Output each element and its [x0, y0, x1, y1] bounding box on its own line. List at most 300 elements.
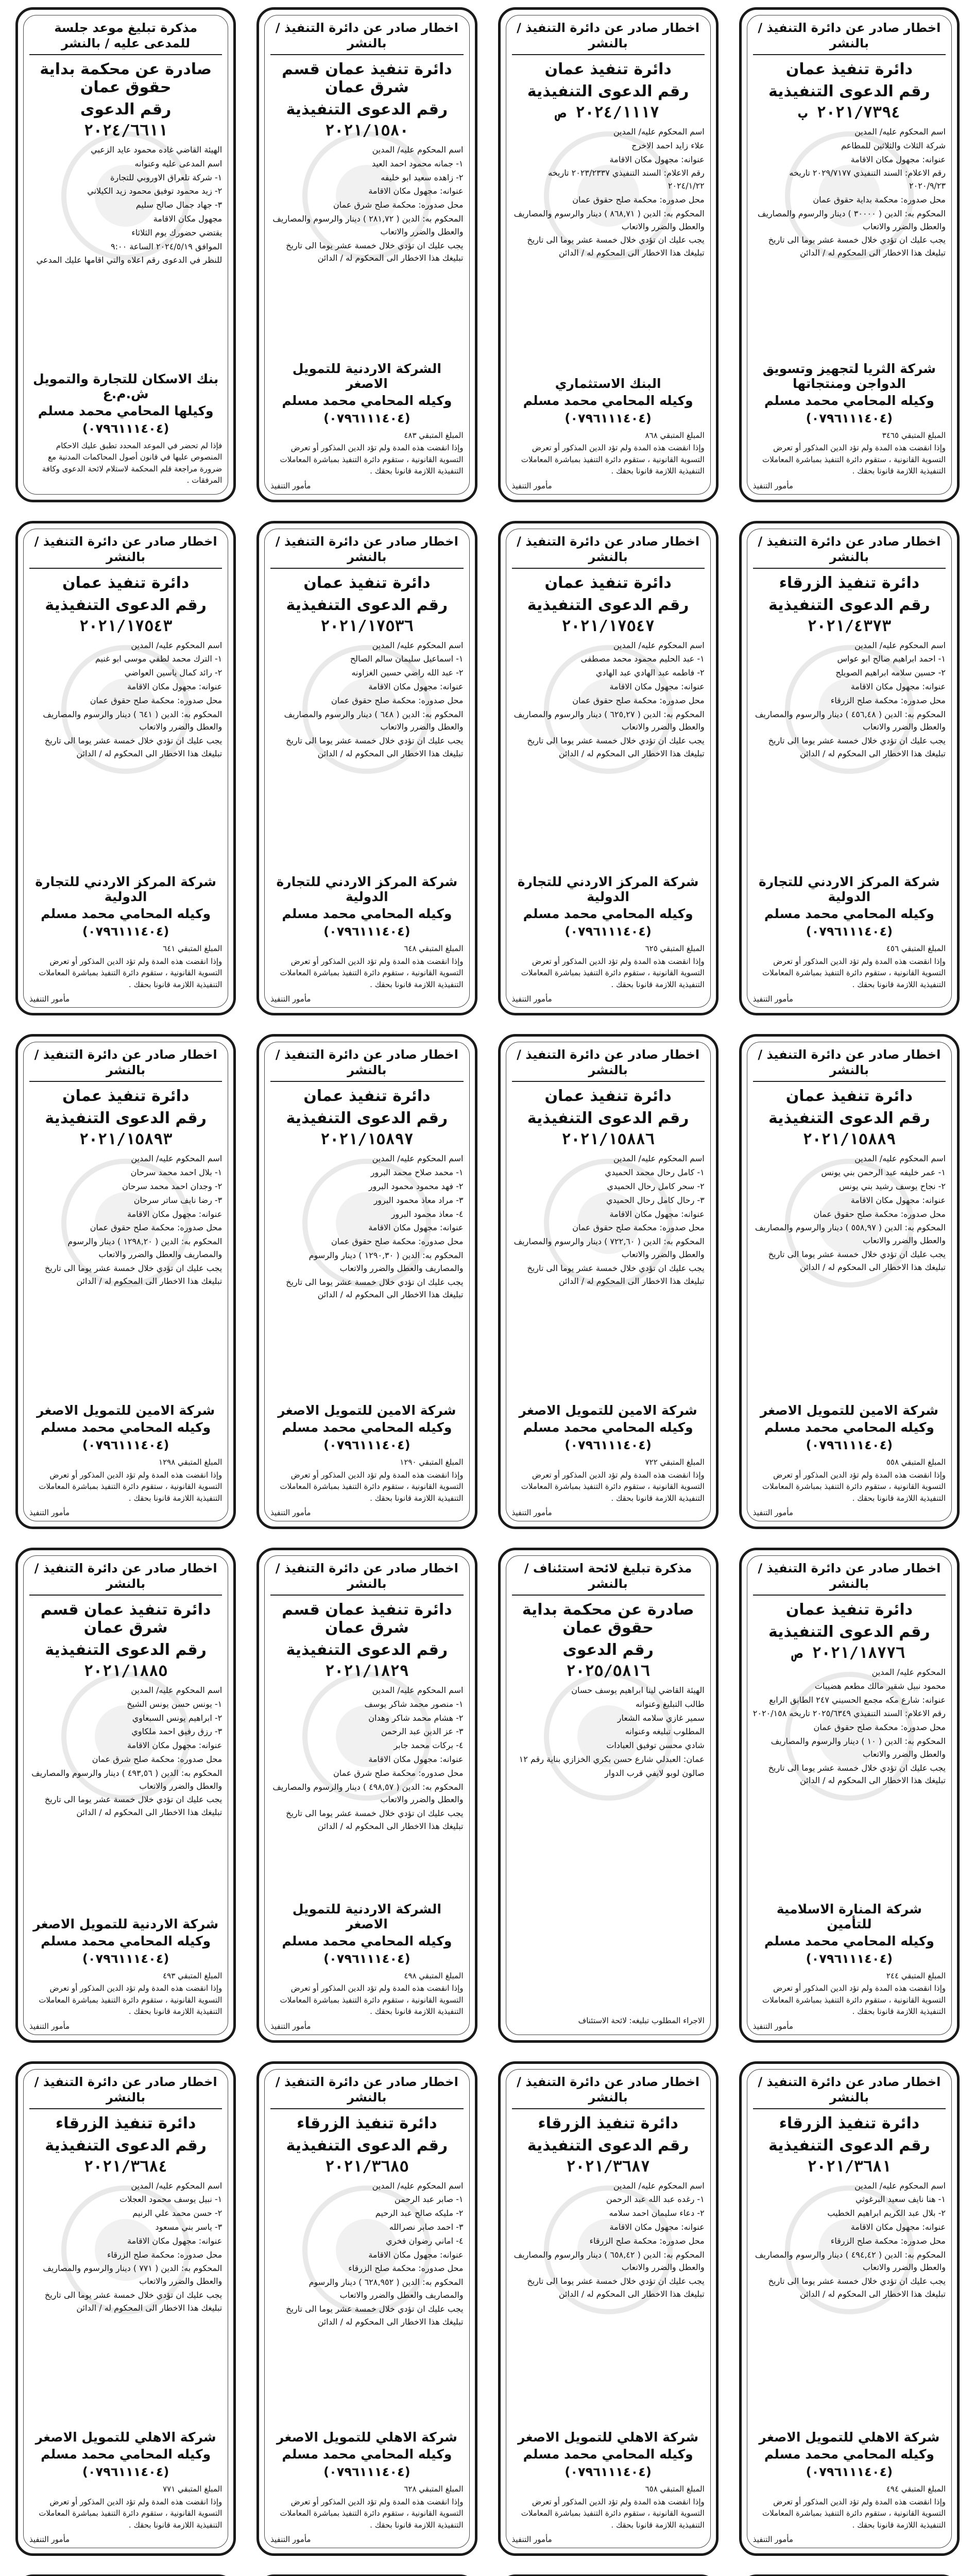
case-number-label: رقم الدعوى التنفيذية [768, 2136, 930, 2155]
case-number: ٢٠٢١/١٧٥٤٧ [561, 617, 655, 635]
lawyer-phone: (٠٧٩٦١١١٤٠٤) [806, 2465, 893, 2480]
body-line: اسم المحكوم عليه/ المدين [131, 1685, 223, 1695]
body-line: ١- اسماعيل سليمان سالم الصالح [350, 654, 464, 664]
creditor-company: شركة الثريا لتجهيز وتسويق الدواجن ومنتجاتها [762, 361, 936, 391]
body-line: اسم المحكوم عليه/ المدين [372, 1685, 464, 1695]
body-line: محل صدوره: محكمة صلح حقوق عمان [331, 695, 464, 705]
department-name: دائرة تنفيذ عمان [544, 60, 672, 78]
body-line: اسم المدعى عليه وعنوانه [134, 158, 223, 168]
footer-line: المبلغ المتبقي ٦٥٨ [645, 2484, 705, 2494]
body-line: يجب عليك ان تؤدي خلال خمسة عشر يوما الى تاريخ تبليغك هذا الاخطار الى المحكوم له / الدائن [286, 240, 464, 263]
body-line: اسم المحكوم عليه/ المدين [372, 2180, 464, 2191]
footer-line: وإذا انقضت هذه المدة ولم تؤد الدين المذكور أو تعرض التسوية القانونية ، ستقوم دائرة التنفيذ بمباشرة المعاملات التنفيذية اللازمة قانونا بحقك . [280, 2497, 464, 2530]
case-number-label: رقم الدعوى التنفيذية [527, 2136, 689, 2155]
lawyer-name: وكيله المحامي محمد مسلم [764, 1420, 934, 1435]
footer-line: المبلغ المتبقي ٦٤١ [163, 944, 223, 954]
body-line: ١- محمد صلاح محمد البرور [370, 1167, 464, 1178]
department-name: دائرة تنفيذ عمان [62, 1087, 190, 1106]
notice-body [512, 1684, 705, 2002]
case-number: ٢٠٢١/١٥٨٨٦ [561, 1130, 655, 1149]
notice-body [512, 126, 705, 372]
notice-header: اخطار صادر عن دائرة التنفيذ / بالنشر [512, 534, 705, 569]
body-line: عنوانه: مجهول مكان الاقامة [368, 186, 464, 196]
enforcement-officer-label: مأمور التنفيذ [270, 1508, 311, 1517]
notice-header: اخطار صادر عن دائرة التنفيذ / بالنشر [270, 534, 463, 569]
creditor-company: الشركة الاردنية للتمويل الاصغر [292, 361, 441, 391]
lawyer-name: وكيله المحامي محمد مسلم [282, 2447, 452, 2462]
body-line: اسم المحكوم عليه/ المدين [854, 640, 946, 650]
lawyer-phone: (٠٧٩٦١١١٤٠٤) [82, 421, 169, 436]
creditor-company: البنك الاستثماري [555, 376, 661, 391]
lawyer-name: وكيله المحامي محمد مسلم [41, 2447, 211, 2462]
body-line: اسم المحكوم عليه/ المدين [372, 640, 464, 650]
notice-footer [512, 1456, 705, 1505]
case-number-label: رقم الدعوى التنفيذية [768, 1109, 930, 1128]
case-number: ٢٠٢١/١٨٢٩ [325, 1662, 409, 1680]
case-number: ٢٠٢١/١٨٨٥ [83, 1662, 168, 1680]
body-line: محل صدوره: محكمة صلح حقوق عمان [572, 695, 705, 705]
legal-notice [15, 521, 236, 1016]
legal-notice [498, 7, 719, 502]
body-line: يجب عليك ان تؤدي خلال خمسة عشر يوما الى تاريخ تبليغك هذا الاخطار الى المحكوم له / الدائن [527, 1263, 705, 1286]
footer-line: وإذا انقضت هذه المدة ولم تؤد الدين المذكور أو تعرض التسوية القانونية ، ستقوم دائرة التنفيذ بمباشرة المعاملات التنفيذية اللازمة قانونا بحقك . [762, 1470, 946, 1503]
case-number-label: رقم الدعوى التنفيذية [286, 100, 448, 118]
department-name: دائرة تنفيذ عمان [544, 1087, 672, 1106]
department-name: دائرة تنفيذ الزرقاء [779, 2114, 920, 2132]
body-line: عنوانه: مجهول مكان الاقامة [850, 1195, 946, 1205]
footer-line: وإذا انقضت هذه المدة ولم تؤد الدين المذكور أو تعرض التسوية القانونية ، ستقوم دائرة التنفيذ بمباشرة المعاملات التنفيذية اللازمة قانونا بحقك . [762, 443, 946, 476]
footer-line: المبلغ المتبقي ٣٤٦٥ [882, 430, 946, 440]
body-line: ٤- بركات محمد جابر [394, 1740, 464, 1751]
body-line: ٣- مراد معاذ محمود البرور [373, 1195, 464, 1205]
body-line: المحكوم به: الدين ( ٥٥٨,٩٧ ) دينار والرسوم والمصاريف والعطل والضرر والاتعاب [755, 1223, 946, 1246]
body-line: اسم المحكوم عليه/ المدين [613, 1154, 705, 1164]
creditor-company: شركة المنارة الاسلامية للتأمين [776, 1901, 922, 1931]
lawyer-phone: (٠٧٩٦١١١٤٠٤) [82, 1951, 169, 1966]
creditor-company: شركة المركز الاردني للتجارة الدولية [35, 874, 216, 905]
lawyer-name: وكيله المحامي محمد مسلم [764, 1933, 934, 1948]
body-line: المحكوم به: الدين ( ٢٨١,٧٢ ) دينار والرسوم والمصاريف والعطل والضرر والاتعاب [272, 213, 464, 236]
creditor-company: الشركة الاردنية للتمويل الاصغر [292, 1901, 441, 1931]
body-line: المحكوم به: الدين ( ١٢٩٠,٣٠ ) دينار والرسوم والمصاريف والعطل والضرر والاتعاب [309, 1250, 464, 1273]
notice-footer [270, 430, 463, 478]
lawyer-name: وكيله المحامي محمد مسلم [282, 1933, 452, 1948]
creditor-company: شركة الاردنية للتمويل الاصغر [33, 1916, 219, 1931]
enforcement-officer-label: مأمور التنفيذ [29, 1508, 70, 1517]
body-line: ٢- فاطمه عبد الهادي عبد الهادي [595, 668, 705, 678]
case-number: ٢٠٢١/٤٣٧٣ [807, 617, 892, 635]
body-line: محل صدوره: محكمة صلح الزرقاء [830, 695, 946, 705]
footer-line: المبلغ المتبقي ١٢٩٠ [400, 1458, 464, 1467]
footer-line: المبلغ المتبقي ٨٦٨ [645, 430, 705, 440]
legal-notice [256, 1034, 477, 1529]
notice-footer [29, 1456, 222, 1505]
footer-line: المبلغ المتبقي ٧٧١ [163, 2484, 223, 2494]
enforcement-officer-label: مأمور التنفيذ [752, 994, 793, 1004]
body-line: ١- الترك محمد لطفي موسى ابو غنيم [95, 654, 223, 664]
case-number: ٢٠٢١/٣٦٨٧ [566, 2157, 650, 2176]
body-line: محل صدوره: محكمة صلح حقوق عمان [90, 695, 223, 705]
notice-header: اخطار صادر عن دائرة التنفيذ / بالنشر [270, 1047, 463, 1082]
body-line: محل صدوره: محكمة صلح حقوق عمان [572, 1223, 705, 1233]
body-line: محمود نبيل شقير مالك مطعم هضيبات [814, 1681, 946, 1691]
lawyer-name: وكيله المحامي محمد مسلم [523, 1420, 693, 1435]
body-line: عنوانه: مجهول مكان الاقامة [609, 1209, 705, 1219]
legal-notice [739, 7, 960, 502]
legal-notice [15, 1548, 236, 2043]
body-line: ١- رغده عبد الله عبد الرحمن [606, 2194, 705, 2205]
department-name: صادرة عن محكمة بداية حقوق عمان [522, 1601, 694, 1637]
notice-body [753, 1666, 946, 1897]
lawyer-phone: (٠٧٩٦١١١٤٠٤) [82, 2465, 169, 2480]
body-line: الهيئة القاضي غاده محمود عايد الزعبي [91, 145, 223, 155]
body-line: يجب عليك ان تؤدي خلال خمسة عشر يوما الى تاريخ تبليغك هذا الاخطار الى المحكوم له / الدائن [527, 736, 705, 759]
lawyer-phone: (٠٧٩٦١١١٤٠٤) [565, 411, 652, 426]
notice-body [270, 1684, 463, 1897]
body-line: ٣- رحال كامل رحال الحميدي [606, 1195, 705, 1205]
body-line: محل صدوره: محكمة صلح شرق عمان [333, 1768, 464, 1778]
department-name: دائرة تنفيذ عمان قسم شرق عمان [40, 1601, 211, 1637]
body-line: يجب عليك ان تؤدي خلال خمسة عشر يوما الى تاريخ تبليغك هذا الاخطار الى المحكوم له / الدائن [44, 736, 223, 759]
notice-header: اخطار صادر عن دائرة التنفيذ / بالنشر [753, 20, 946, 55]
body-line: ١- نبيل يوسف محمود العجلات [119, 2194, 223, 2205]
body-line: اسم المحكوم عليه/ المدين [854, 127, 946, 137]
enforcement-officer-label: مأمور التنفيذ [752, 2021, 793, 2031]
body-line: عنوانه: مجهول مكان الاقامة [368, 682, 464, 692]
body-line: ٣- عز الدين عبد الرحمن [381, 1726, 464, 1737]
lawyer-phone: (٠٧٩٦١١١٤٠٤) [806, 1438, 893, 1452]
body-line: علاء زايد احمد الاخرج [631, 140, 705, 150]
notice-header: اخطار صادر عن دائرة التنفيذ / بالنشر [29, 2074, 222, 2109]
footer-line: المبلغ المتبقي ٤٥٦ [886, 944, 946, 954]
notice-body [29, 144, 222, 367]
body-line: محل صدوره: محكمة صلح الزرقاء [830, 2235, 946, 2246]
notice-body [270, 639, 463, 871]
footer-line: المبلغ المتبقي ٦٤٨ [404, 944, 464, 954]
case-number: ٢٠٢١/١٥٨٨٩ [802, 1130, 896, 1149]
body-line: عنوانه: مجهول مكان الاقامة [609, 2222, 705, 2232]
body-line: ٤- اماني رضوان فخري [386, 2235, 464, 2246]
department-name: دائرة تنفيذ الزرقاء [55, 2114, 196, 2132]
lawyer-phone: (٠٧٩٦١١١٤٠٤) [82, 924, 169, 939]
body-line: اسم المحكوم عليه/ المدين [131, 1154, 223, 1164]
case-number-label: رقم الدعوى التنفيذية [286, 596, 448, 614]
case-number: ٢٠٢١/١٧٥٤٣ [79, 617, 173, 635]
notice-body [29, 1153, 222, 1399]
department-name: دائرة تنفيذ عمان [785, 1087, 913, 1106]
department-name: دائرة تنفيذ عمان [62, 573, 190, 592]
notice-body [753, 126, 946, 357]
body-line: المحكوم به: الدين ( ٤٩٨,٥٧ ) دينار والرسوم والمصاريف والعطل والضرر والاتعاب [272, 1782, 464, 1805]
body-line: ١- جمانه محمود احمد العيد [371, 158, 464, 168]
notice-footer [512, 943, 705, 991]
body-line: محل صدوره: محكمة صلح شرق عمان [92, 1754, 223, 1764]
enforcement-officer-label: مأمور التنفيذ [752, 481, 793, 490]
body-line: ٢- رائد كمال ياسين العواضي [124, 668, 223, 678]
case-number: ٢٠٢١/١٨٧٧٦ ص [793, 1644, 905, 1662]
footer-line: وإذا انقضت هذه المدة ولم تؤد الدين المذكور أو تعرض التسوية القانونية ، ستقوم دائرة التنفيذ بمباشرة المعاملات التنفيذية اللازمة قانونا بحقك . [762, 1984, 946, 2016]
enforcement-officer-label: مأمور التنفيذ [511, 994, 552, 1004]
creditor-company: شركة المركز الاردني للتجارة الدولية [759, 874, 940, 905]
case-number: ٢٠٢١/١٥٨٩٣ [79, 1130, 173, 1149]
body-line: يجب عليك ان تؤدي خلال خمسة عشر يوما الى تاريخ تبليغك هذا الاخطار الى المحكوم له / الدائن [286, 1277, 464, 1300]
case-number-label: رقم الدعوى [562, 1641, 654, 1659]
enforcement-officer-label: مأمور التنفيذ [511, 481, 552, 490]
footer-line: وإذا انقضت هذه المدة ولم تؤد الدين المذكور أو تعرض التسوية القانونية ، ستقوم دائرة التنفيذ بمباشرة المعاملات التنفيذية اللازمة قانونا بحقك . [521, 443, 705, 476]
case-number: ٢٠٢١/١٥٨٠ [325, 122, 409, 140]
footer-line: وإذا انقضت هذه المدة ولم تؤد الدين المذكور أو تعرض التسوية القانونية ، ستقوم دائرة التنفيذ بمباشرة المعاملات التنفيذية اللازمة قانونا بحقك . [39, 1470, 223, 1503]
notice-footer [29, 943, 222, 991]
case-number-label: رقم الدعوى التنفيذية [286, 1109, 448, 1128]
notice-body [512, 1153, 705, 1399]
footer-line: المبلغ المتبقي ٧٢٢ [645, 1458, 705, 1467]
legal-notice [15, 2061, 236, 2556]
body-line: يجب عليك ان تؤدي خلال خمسة عشر يوما الى تاريخ تبليغك هذا الاخطار الى المحكوم له / الدائن [527, 2276, 705, 2299]
body-line: عنوانه: مجهول مكان الاقامة [850, 154, 946, 164]
body-line: اسم المحكوم عليه/ المدين [854, 2180, 946, 2191]
body-line: ١- احمد ابراهيم صالح ابو عواس [837, 654, 946, 664]
body-line: المحكوم به: الدين ( ٤٩٣,٥٦ ) دينار والرسوم والمصاريف والعطل والضرر والاتعاب [31, 1768, 223, 1791]
notice-footer [753, 1456, 946, 1505]
department-name: دائرة تنفيذ الزرقاء [538, 2114, 678, 2132]
body-line: ١- شركة تلعراق الاوروبي للتجارة [110, 172, 223, 182]
legal-notice [256, 2061, 477, 2556]
notice-header: مذكرة تبليغ لائحة استئناف / بالنشر [512, 1561, 705, 1596]
footer-line: الاجراء المطلوب تبليغه: لائحة الاستئناف [578, 2016, 705, 2026]
body-line: المحكوم به: الدين ( ٣٠٠٠٠ ) دينار والرسوم والمصاريف والعطل والضرر والاتعاب [757, 208, 946, 231]
notice-header: اخطار صادر عن دائرة التنفيذ / بالنشر [512, 20, 705, 55]
body-line: المحكوم به: الدين ( ٦٥٨,٤٢ ) دينار والرسوم والمصاريف والعطل والضرر والاتعاب [514, 2249, 705, 2273]
body-line: المحكوم به: الدين ( ٦٤٨ ) دينار والرسوم والمصاريف والعطل والضرر والاتعاب [284, 709, 464, 732]
department-name: دائرة تنفيذ عمان [303, 573, 431, 592]
enforcement-officer-label: مأمور التنفيذ [270, 2535, 311, 2545]
creditor-company: شركة الامين للتمويل الاصغر [519, 1403, 697, 1418]
body-line: المحكوم به: الدين ( ٧٧١ ) دينار والرسوم والمصاريف والعطل والضرر والاتعاب [43, 2263, 223, 2286]
body-line: ٢- مليكه صالح عبد الرحيم [375, 2208, 464, 2218]
notice-header: اخطار صادر عن دائرة التنفيذ / بالنشر [512, 2074, 705, 2109]
notice-header: مذكرة تبليغ موعد جلسة للمدعى عليه / بالنشر [29, 20, 222, 55]
body-line: ٢- نجاح يوسف رشيد بني يونس [839, 1181, 946, 1191]
body-line: الموافق ٢٠٢٤/٥/١٩ الساعة ٩:٠٠ [111, 241, 223, 251]
notice-body [512, 639, 705, 871]
department-name: صادرة عن محكمة بداية حقوق عمان [40, 60, 212, 96]
lawyer-name: وكيله المحامي محمد مسلم [764, 906, 934, 922]
footer-line: وإذا انقضت هذه المدة ولم تؤد الدين المذكور أو تعرض التسوية القانونية ، ستقوم دائرة التنفيذ بمباشرة المعاملات التنفيذية اللازمة قانونا بحقك . [39, 2497, 223, 2530]
body-line: ٢- وجدان احمد محمد سرحان [122, 1181, 223, 1191]
footer-line: المبلغ المتبقي ١٢٩٨ [159, 1458, 223, 1467]
body-line: ١- هنا نايف سعيد البرغوثي [856, 2194, 946, 2205]
lawyer-phone: (٠٧٩٦١١١٤٠٤) [323, 411, 410, 426]
notice-header: اخطار صادر عن دائرة التنفيذ / بالنشر [29, 1047, 222, 1082]
body-line: محل صدوره: محكمة صلح الزرقاء [348, 2263, 464, 2274]
case-number-label: رقم الدعوى التنفيذية [286, 1641, 448, 1659]
legal-notice [739, 521, 960, 1016]
body-line: يجب عليك ان تؤدي خلال خمسة عشر يوما الى تاريخ تبليغك هذا الاخطار الى المحكوم له / الدائن [768, 1249, 946, 1272]
lawyer-name: وكيله المحامي محمد مسلم [41, 1933, 211, 1948]
body-line: يجب عليك ان تؤدي خلال خمسة عشر يوما الى تاريخ تبليغك هذا الاخطار الى المحكوم له / الدائن [286, 736, 464, 759]
body-line: محل صدوره: محكمة بداية حقوق عمان [813, 194, 946, 205]
body-line: ١- عبد الحليم محمود محمد مصطفى [580, 654, 705, 664]
notice-body [29, 639, 222, 871]
body-line: سمير غازي سلامه الشعار [617, 1713, 705, 1723]
lawyer-name: وكيله المحامي محمد مسلم [764, 393, 934, 408]
body-line: ١- عمر خليفه عبد الرحمن بني يونس [821, 1167, 946, 1178]
case-number-label: رقم الدعوى التنفيذية [527, 596, 689, 614]
body-line: محل صدوره: محكمة صلح الزرقاء [589, 2235, 705, 2246]
case-number: ٢٠٢١/٣٦٨٥ [325, 2157, 409, 2176]
notice-footer [512, 430, 705, 478]
enforcement-officer-label: مأمور التنفيذ [511, 2535, 552, 2545]
body-line: ٢- عبد الله راضي حسين الغزاونه [351, 668, 464, 678]
footer-line: المبلغ المتبقي ٤٩٤ [886, 2484, 946, 2494]
creditor-company: شركة الاهلي للتمويل الاصغر [518, 2430, 699, 2445]
body-line: طالب التبليغ وعنوانه [635, 1699, 705, 1709]
footer-line: المبلغ المتبقي ٤٨٣ [404, 430, 464, 440]
body-line: المحكوم به: الدين ( ١٢٩٨,٢٠ ) دينار والرسوم والمصاريف والعطل والضرر والاتعاب [67, 1236, 223, 1259]
lawyer-name: وكيله المحامي محمد مسلم [523, 393, 693, 408]
enforcement-officer-label: مأمور التنفيذ [270, 994, 311, 1004]
creditor-company: شركة الاهلي للتمويل الاصغر [276, 2430, 457, 2445]
legal-notice [739, 1548, 960, 2043]
footer-line: المبلغ المتبقي ٤٩٨ [404, 1971, 464, 1980]
notice-footer [270, 943, 463, 991]
creditor-company: بنك الاسكان للتجارة والتمويل ش.م.ع [33, 371, 219, 401]
body-line: ٢- حسن محمد علي الرنيم [132, 2208, 223, 2218]
lawyer-phone: (٠٧٩٦١١١٤٠٤) [565, 1438, 652, 1452]
case-number-label: رقم الدعوى التنفيذية [768, 596, 930, 614]
notice-footer [29, 440, 222, 487]
enforcement-officer-label: مأمور التنفيذ [511, 1508, 552, 1517]
body-line: صالون لوبو لايفي قرب الدوار [605, 1768, 705, 1778]
body-line: عنوانه: مجهول مكان الاقامة [368, 1754, 464, 1764]
notice-header: اخطار صادر عن دائرة التنفيذ / بالنشر [29, 534, 222, 569]
body-line: شركة الثلاث والثلاثين للمطاعم [841, 140, 946, 150]
body-line: عنوانه: مجهول مكان الاقامة [368, 2249, 464, 2260]
notice-footer [753, 1970, 946, 2019]
body-line: الهيئة القاضي لينا ابراهيم يوسف حسان [571, 1685, 705, 1695]
legal-notice [739, 1034, 960, 1529]
body-line: ٢- حسين سلامه ابراهيم الصويلح [835, 668, 946, 678]
lawyer-phone: (٠٧٩٦١١١٤٠٤) [565, 924, 652, 939]
lawyer-name: وكيلها المحامي محمد مسلم [38, 403, 214, 418]
notice-body [512, 2180, 705, 2426]
lawyer-phone: (٠٧٩٦١١١٤٠٤) [806, 411, 893, 426]
body-line: عنوانه: مجهول مكان الاقامة [127, 682, 223, 692]
lawyer-name: وكيله المحامي محمد مسلم [41, 1420, 211, 1435]
body-line: اسم المحكوم عليه/ المدين [854, 1154, 946, 1164]
footer-line: وإذا انقضت هذه المدة ولم تؤد الدين المذكور أو تعرض التسوية القانونية ، ستقوم دائرة التنفيذ بمباشرة المعاملات التنفيذية اللازمة قانونا بحقك . [762, 2497, 946, 2530]
lawyer-phone: (٠٧٩٦١١١٤٠٤) [323, 1438, 410, 1452]
body-line: رقم الاعلام: السند التنفيذي ٢٠٢٩/٧١٧٧ تاريخه ٢٠٢٠/٩/٢٣ [789, 168, 946, 191]
department-name: دائرة تنفيذ عمان قسم شرق عمان [282, 1601, 452, 1637]
notice-header: اخطار صادر عن دائرة التنفيذ / بالنشر [753, 2074, 946, 2109]
footer-line: وإذا انقضت هذه المدة ولم تؤد الدين المذكور أو تعرض التسوية القانونية ، ستقوم دائرة التنفيذ بمباشرة المعاملات التنفيذية اللازمة قانونا بحقك . [280, 956, 464, 989]
body-line: يجب عليك ان تؤدي خلال خمسة عشر يوما الى تاريخ تبليغك هذا الاخطار الى المحكوم له / الدائن [286, 1808, 464, 1831]
notice-header: اخطار صادر عن دائرة التنفيذ / بالنشر [29, 1561, 222, 1596]
body-line: يجب عليك ان تؤدي خلال خمسة عشر يوما الى تاريخ تبليغك هذا الاخطار الى المحكوم له / الدائن [44, 2290, 223, 2313]
body-line: المحكوم به: الدين ( ٦٢٥,٢٧ ) دينار والرسوم والمصاريف والعطل والضرر والاتعاب [514, 709, 705, 732]
creditor-company: شركة المركز الاردني للتجارة الدولية [517, 874, 699, 905]
notice-footer [753, 430, 946, 478]
body-line: يقتضي حضورك يوم الثلاثاء [131, 227, 223, 238]
notice-footer [270, 2483, 463, 2532]
notice-body [270, 2180, 463, 2426]
notice-header: اخطار صادر عن دائرة التنفيذ / بالنشر [753, 1561, 946, 1596]
body-line: المحكوم به: الدين ( ٦٢٨,٩٥٢ ) دينار والرسوم والمصاريف والعطل والضرر والاتعاب [309, 2277, 464, 2300]
creditor-company: شركة المركز الاردني للتجارة الدولية [276, 874, 458, 905]
body-line: ١- بلال احمد محمد سرحان [130, 1167, 223, 1178]
notice-header: اخطار صادر عن دائرة التنفيذ / بالنشر [270, 2074, 463, 2109]
case-number: ٢٠٢١/٣٦٨٤ [83, 2157, 168, 2176]
footer-line: فإذا لم تحضر في الموعد المحدد تطبق عليك الاحكام المنصوص عليها في قانون أصول المحاكمات المدنية مع ضرورة مراجعة قلم المحكمة لاستلام لائحة الدعوى وكافة المرفقات . [42, 440, 223, 485]
case-number-label: رقم الدعوى التنفيذية [527, 1109, 689, 1128]
body-line: محل صدوره: محكمة صلح حقوق عمان [331, 1236, 464, 1247]
body-line: عنوانه: مجهول مكان الاقامة [850, 2222, 946, 2232]
creditor-company: شركة الامين للتمويل الاصغر [278, 1403, 456, 1418]
body-line: محل صدوره: محكمة صلح حقوق عمان [572, 194, 705, 205]
body-line: المحكوم به: الدين ( ٦٤١ ) دينار والرسوم والمصاريف والعطل والضرر والاتعاب [43, 709, 223, 732]
department-name: دائرة تنفيذ عمان [303, 1087, 431, 1106]
case-number-label: رقم الدعوى التنفيذية [45, 2136, 207, 2155]
lawyer-name: وكيله المحامي محمد مسلم [523, 906, 693, 922]
lawyer-name: وكيله المحامي محمد مسلم [282, 1420, 452, 1435]
notice-body [753, 2180, 946, 2426]
lawyer-name: وكيله المحامي محمد مسلم [764, 2447, 934, 2462]
body-line: ٢- بلال عبد الكريم ابراهيم الخطيب [827, 2208, 946, 2218]
body-line: ٤- معاذ محمود البرور [391, 1209, 464, 1219]
notice-body [270, 1153, 463, 1399]
body-line: ١- يونس حسن يونس الشيخ [127, 1699, 223, 1709]
case-number: ٢٠٢٤/١١١٧ ص [557, 104, 659, 122]
body-line: ٢- سحر كامل رحال الحميدي [607, 1181, 705, 1191]
case-number-label: رقم الدعوى التنفيذية [286, 2136, 448, 2155]
body-line: ٢- دعاء سليمان احمد سلامه [609, 2208, 705, 2218]
body-line: يجب عليك ان تؤدي خلال خمسة عشر يوما الى تاريخ تبليغك هذا الاخطار الى المحكوم له / الدائن [527, 235, 705, 258]
body-line: محل صدوره: محكمة صلح حقوق عمان [90, 1223, 223, 1233]
creditor-company: شركة الاهلي للتمويل الاصغر [759, 2430, 940, 2445]
legal-notice [739, 2061, 960, 2556]
body-line: محل صدوره: محكمة صلح حقوق عمان [813, 1722, 946, 1733]
enforcement-officer-label: مأمور التنفيذ [29, 994, 70, 1004]
body-line: المحكوم به: الدين ( ١٠ ) دينار والرسوم والمصاريف والعطل والضرر والاتعاب [771, 1736, 946, 1759]
footer-line: المبلغ المتبقي ٦٢٥ [645, 944, 705, 954]
body-line: المحكوم به: الدين ( ٨٦٨,٧١ ) دينار والرسوم والمصاريف والعطل والضرر والاتعاب [514, 208, 705, 231]
enforcement-officer-label: مأمور التنفيذ [270, 2021, 311, 2031]
body-line: اسم المحكوم عليه/ المدين [613, 2180, 705, 2191]
department-name: دائرة تنفيذ الزرقاء [297, 2114, 437, 2132]
footer-line: المبلغ المتبقي ٤٩٣ [163, 1971, 223, 1980]
legal-notice [498, 1548, 719, 2043]
lawyer-phone: (٠٧٩٦١١١٤٠٤) [323, 924, 410, 939]
notice-footer [512, 2015, 705, 2028]
body-line: اسم المحكوم عليه/ المدين [613, 640, 705, 650]
legal-notice [256, 521, 477, 1016]
body-line: رقم الاعلام: السند التنفيذي ٢٠٢٥/٦٣٤٩ تاريخه ٢٠٢٠/١٥٨ [752, 1708, 946, 1719]
footer-line: وإذا انقضت هذه المدة ولم تؤد الدين المذكور أو تعرض التسوية القانونية ، ستقوم دائرة التنفيذ بمباشرة المعاملات التنفيذية اللازمة قانونا بحقك . [521, 1470, 705, 1503]
department-name: دائرة تنفيذ عمان [785, 60, 913, 78]
body-line: اسم المحكوم عليه/ المدين [131, 640, 223, 650]
body-line: المطلوب تبليغه وعنوانه [625, 1726, 705, 1737]
body-line: ٢- زاهده سعيد ابو خليفه [381, 172, 464, 182]
body-line: ٢- ابراهيم يونس السبعاوي [132, 1713, 223, 1723]
lawyer-name: وكيله المحامي محمد مسلم [523, 2447, 693, 2462]
body-line: عنوانه: مجهول مكان الاقامة [127, 1209, 223, 1219]
footer-line: وإذا انقضت هذه المدة ولم تؤد الدين المذكور أو تعرض التسوية القانونية ، ستقوم دائرة التنفيذ بمباشرة المعاملات التنفيذية اللازمة قانونا بحقك . [39, 1984, 223, 2016]
body-line: ٣- رزق رفيق احمد ملكاوي [131, 1726, 223, 1737]
footer-line: وإذا انقضت هذه المدة ولم تؤد الدين المذكور أو تعرض التسوية القانونية ، ستقوم دائرة التنفيذ بمباشرة المعاملات التنفيذية اللازمة قانونا بحقك . [762, 956, 946, 989]
enforcement-officer-label: مأمور التنفيذ [752, 1508, 793, 1517]
case-number-label: رقم الدعوى التنفيذية [45, 596, 207, 614]
